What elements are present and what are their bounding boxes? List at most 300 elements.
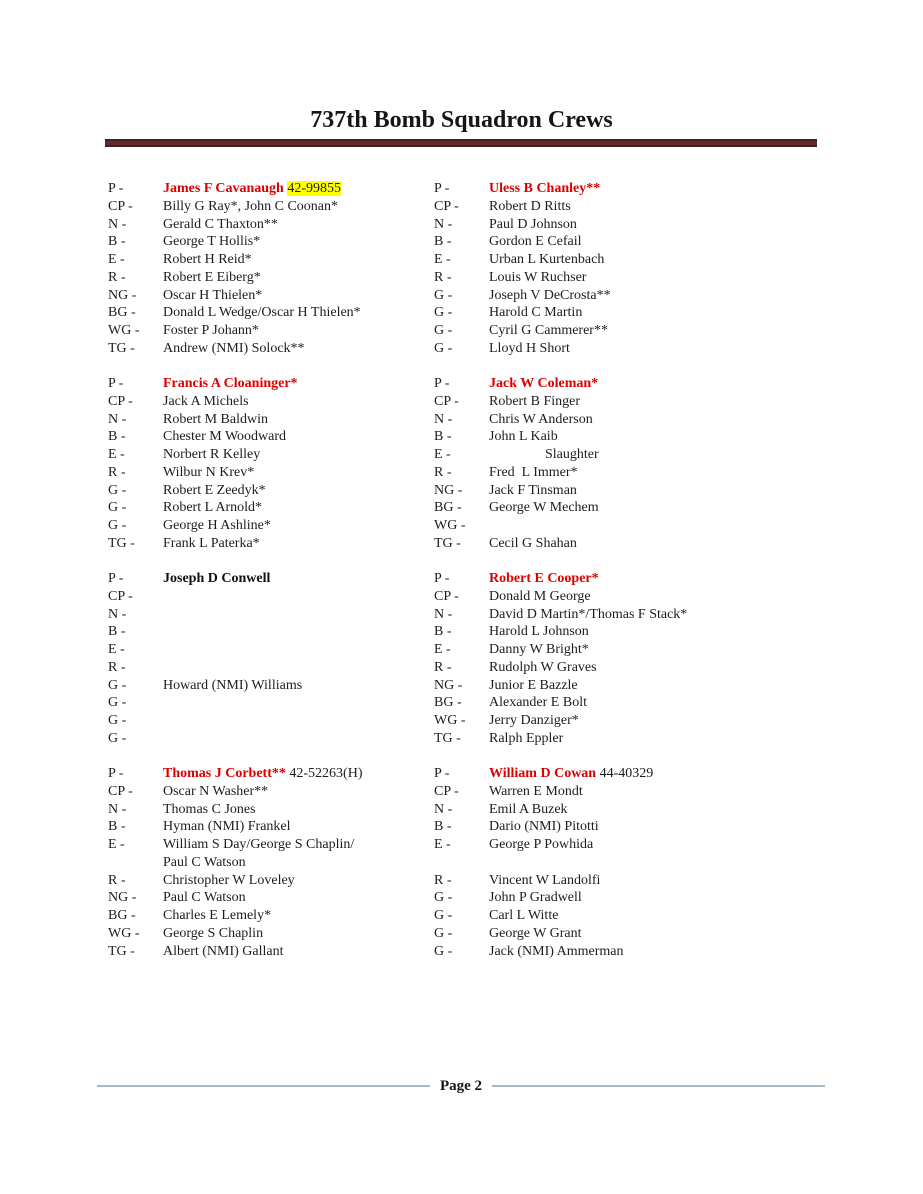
position-label: B - — [434, 819, 452, 835]
crew-member-name — [163, 570, 270, 588]
position-label — [108, 854, 163, 872]
crew-member-name — [163, 464, 254, 482]
crew-row — [108, 641, 434, 659]
crew-row — [434, 340, 828, 358]
crew-member-name — [163, 198, 338, 216]
member-name-text: Jerry Danziger* — [489, 713, 579, 729]
position-label: N - — [108, 801, 127, 817]
member-name-text: Albert (NMI) Gallant — [163, 943, 284, 959]
crew-row — [434, 712, 828, 730]
position-label: G - — [108, 731, 127, 747]
crew-row — [108, 623, 434, 641]
crew-row — [434, 375, 828, 393]
crew-row — [434, 428, 828, 446]
crew-row — [108, 925, 434, 943]
position-label: G - — [108, 677, 127, 693]
member-name-text: Oscar N Washer** — [163, 783, 269, 799]
position-label: B - — [434, 429, 452, 445]
member-name-text: Harold L Johnson — [489, 624, 589, 640]
page-footer — [97, 1076, 825, 1096]
crew-member-name — [489, 233, 582, 251]
member-name-text: Wilbur N Krev* — [163, 464, 255, 480]
crew-member-name — [163, 251, 252, 269]
pilot-name: James F Cavanaugh — [163, 181, 284, 196]
crew-member-name — [163, 943, 284, 961]
crew-member-name — [489, 907, 558, 925]
member-name-text: Howard (NMI) Williams — [163, 677, 303, 693]
member-name-text: Vincent W Landolfi — [489, 872, 601, 888]
crew-row — [434, 535, 828, 553]
position-label: G - — [434, 926, 453, 942]
member-name-text: Robert H Reid* — [163, 252, 252, 268]
crew-row — [434, 836, 828, 854]
crew-row — [108, 854, 434, 872]
pilot-name: Uless B Chanley** — [489, 181, 601, 196]
member-name-text: Robert E Eiberg* — [163, 269, 261, 285]
crew-member-name — [489, 818, 599, 836]
crew-member-name — [163, 180, 341, 198]
crew-member-name — [163, 836, 354, 854]
position-label: WG - — [434, 713, 466, 729]
position-label: R - — [108, 269, 126, 285]
crew-row — [434, 872, 828, 890]
position-label: P - — [434, 181, 450, 196]
member-name-text: Louis W Ruchser — [489, 269, 587, 285]
member-name-text: Chester M Woodward — [163, 429, 287, 445]
member-name-text: Ralph Eppler — [489, 731, 564, 747]
crew-member-name — [163, 872, 295, 890]
crew-member-name — [489, 287, 611, 305]
member-name-text: John P Gradwell — [489, 890, 582, 906]
member-name-text: Warren E Mondt — [489, 783, 583, 799]
position-label: N - — [434, 411, 453, 427]
crew-row — [434, 304, 828, 322]
position-label: NG - — [108, 890, 137, 906]
member-name-text: Paul C Watson — [163, 890, 246, 906]
member-name-text: Slaughter — [545, 447, 599, 463]
crew-member-name — [489, 535, 577, 553]
crew-member-name — [163, 854, 246, 872]
member-name-text: Cecil G Shahan — [489, 536, 577, 552]
crew-member-name — [489, 482, 577, 500]
crew-member-name — [163, 801, 256, 819]
member-name-text: Oscar H Thielen* — [163, 287, 263, 303]
crew-block-cooper — [434, 570, 828, 748]
crew-row — [108, 499, 434, 517]
crew-member-name — [163, 482, 266, 500]
position-label: R - — [434, 872, 452, 888]
crew-member-name — [163, 765, 363, 783]
crew-member-name — [489, 251, 604, 269]
crew-row — [108, 393, 434, 411]
position-label: CP - — [108, 783, 133, 799]
crew-row — [108, 340, 434, 358]
position-label: NG - — [434, 677, 463, 693]
crew-row — [108, 411, 434, 429]
member-name-text: Junior E Bazzle — [489, 677, 578, 693]
position-label: TG - — [108, 943, 135, 959]
crew-member-name — [489, 322, 608, 340]
footer-rule-left — [97, 1085, 430, 1087]
crew-member-name — [489, 730, 563, 748]
crew-block-cavanaugh — [108, 180, 434, 358]
member-name-text: Emil A Buzek — [489, 801, 568, 817]
position-label: G - — [434, 323, 453, 339]
position-label: BG - — [108, 908, 136, 924]
member-name-text: Foster P Johann* — [163, 323, 259, 339]
crew-row — [108, 694, 434, 712]
crew-row — [108, 712, 434, 730]
position-label: R - — [108, 464, 126, 480]
aircraft-serial: 42-99855 — [287, 181, 341, 196]
crew-row — [108, 588, 434, 606]
crew-member-name — [163, 287, 262, 305]
crew-row — [108, 216, 434, 234]
crew-band — [108, 765, 828, 961]
crew-row — [108, 517, 434, 535]
crew-row — [434, 588, 828, 606]
position-label: G - — [434, 908, 453, 924]
position-label: BG - — [434, 500, 462, 516]
crew-row — [434, 659, 828, 677]
crew-member-name — [163, 818, 291, 836]
member-name-text: John L Kaib — [489, 429, 558, 445]
crew-row — [434, 907, 828, 925]
crew-band — [108, 375, 828, 553]
page-title: 737th Bomb Squadron Crews — [310, 107, 613, 133]
crew-block-chanley — [434, 180, 828, 358]
crew-member-name — [489, 712, 579, 730]
crew-block-coleman — [434, 375, 828, 553]
crew-row — [108, 287, 434, 305]
crew-row — [108, 251, 434, 269]
position-label: G - — [434, 890, 453, 906]
crew-row — [434, 180, 828, 198]
member-name-text: David D Martin*/Thomas F Stack* — [489, 606, 688, 622]
crew-row — [434, 216, 828, 234]
crew-row — [434, 287, 828, 305]
member-name-text: Danny W Bright* — [489, 642, 589, 658]
crew-block-cowan — [434, 765, 828, 961]
position-label: WG - — [434, 518, 466, 534]
pilot-name: Joseph D Conwell — [163, 571, 271, 586]
crew-member-name — [163, 446, 260, 464]
crew-member-name — [163, 535, 260, 553]
crew-band — [108, 180, 828, 358]
position-label: NG - — [434, 482, 463, 498]
crew-row — [434, 570, 828, 588]
member-name-text: Gerald C Thaxton** — [163, 216, 278, 232]
crew-member-name — [489, 570, 599, 588]
crew-row — [434, 818, 828, 836]
crew-row — [108, 233, 434, 251]
position-label: N - — [108, 411, 127, 427]
position-label: G - — [108, 713, 127, 729]
crew-row — [108, 464, 434, 482]
position-label: G - — [434, 305, 453, 321]
member-name-text: Cyril G Cammerer** — [489, 323, 608, 339]
pilot-name: Francis A Cloaninger* — [163, 376, 298, 391]
crew-member-name — [489, 464, 578, 482]
position-label: G - — [434, 341, 453, 357]
position-label: N - — [434, 216, 453, 232]
member-name-text: George S Chaplin — [163, 926, 264, 942]
crew-row — [108, 269, 434, 287]
member-name-text: Robert E Zeedyk* — [163, 482, 266, 498]
crew-row — [108, 677, 434, 695]
member-name-text: Hyman (NMI) Frankel — [163, 819, 291, 835]
crew-member-name — [489, 872, 600, 890]
crew-member-name — [163, 340, 305, 358]
position-label: P - — [434, 376, 450, 391]
crew-member-name — [489, 269, 586, 287]
crew-member-name — [163, 925, 263, 943]
crew-member-name — [489, 588, 591, 606]
member-name-text: George W Grant — [489, 926, 582, 942]
crew-member-name — [489, 340, 570, 358]
crew-row — [434, 233, 828, 251]
crew-member-name — [489, 499, 599, 517]
crew-member-name — [163, 411, 268, 429]
crew-member-name — [163, 783, 268, 801]
page-number: Page 2 — [439, 1077, 483, 1094]
crew-member-name — [163, 322, 259, 340]
title-rule — [105, 139, 817, 147]
position-label: BG - — [108, 305, 136, 321]
position-label: P - — [108, 181, 124, 196]
position-label: G - — [108, 482, 127, 498]
position-label: P - — [434, 766, 450, 781]
crew-row — [434, 464, 828, 482]
crew-row — [108, 907, 434, 925]
member-name-text: George P Powhida — [489, 837, 594, 853]
position-label: CP - — [434, 783, 459, 799]
position-label: B - — [434, 624, 452, 640]
crew-row — [434, 854, 828, 872]
crew-member-name — [489, 411, 593, 429]
crew-row — [108, 606, 434, 624]
position-label: E - — [108, 837, 125, 853]
crew-row — [108, 818, 434, 836]
crew-member-name — [489, 836, 593, 854]
crew-member-name — [489, 765, 653, 783]
crew-band — [108, 570, 828, 748]
crew-row — [108, 783, 434, 801]
pilot-name: William D Cowan — [489, 766, 597, 781]
position-label: TG - — [108, 536, 135, 552]
crew-member-name — [489, 375, 598, 393]
position-label: N - — [434, 606, 453, 622]
position-label: E - — [434, 642, 451, 658]
member-name-text: Charles E Lemely* — [163, 908, 272, 924]
crew-row — [434, 925, 828, 943]
member-name-text: Urban L Kurtenbach — [489, 252, 605, 268]
position-label: E - — [434, 252, 451, 268]
crew-member-name — [489, 925, 582, 943]
position-label: CP - — [434, 393, 459, 409]
crew-row — [434, 677, 828, 695]
member-name-text: Robert B Finger — [489, 393, 580, 409]
position-label: B - — [108, 429, 126, 445]
footer-rule-right — [492, 1085, 825, 1087]
crew-member-name — [489, 677, 578, 695]
crew-block-conwell — [108, 570, 434, 748]
member-name-text: Robert M Baldwin — [163, 411, 268, 427]
crew-member-name — [489, 889, 582, 907]
pilot-name: Thomas J Corbett** — [163, 766, 286, 781]
position-label: BG - — [434, 695, 462, 711]
position-label: B - — [434, 234, 452, 250]
position-label: B - — [108, 819, 126, 835]
crew-member-name — [489, 198, 571, 216]
crew-member-name — [163, 304, 361, 322]
position-label: CP - — [108, 393, 133, 409]
crew-member-name — [489, 606, 687, 624]
member-name-text: Alexander E Bolt — [489, 695, 587, 711]
position-label: N - — [108, 606, 127, 622]
crew-row — [434, 623, 828, 641]
crew-row — [434, 393, 828, 411]
position-label: R - — [434, 269, 452, 285]
crew-row — [434, 801, 828, 819]
position-label: E - — [434, 837, 451, 853]
crew-row — [108, 570, 434, 588]
position-label: CP - — [108, 588, 133, 604]
member-name-text: William S Day/George S Chaplin/ — [163, 837, 355, 853]
crew-member-name — [489, 623, 589, 641]
position-label: E - — [108, 642, 125, 658]
crew-row — [108, 482, 434, 500]
position-label: WG - — [108, 323, 140, 339]
position-label: E - — [434, 447, 451, 463]
crew-member-name — [163, 393, 249, 411]
member-name-text: Thomas C Jones — [163, 801, 256, 817]
member-name-text: Paul D Johnson — [489, 216, 577, 232]
crew-member-name — [489, 216, 577, 234]
crew-row — [108, 730, 434, 748]
crew-member-name — [163, 375, 298, 393]
crew-row — [108, 943, 434, 961]
member-name-text: Andrew (NMI) Solock** — [163, 341, 305, 357]
position-label: TG - — [108, 341, 135, 357]
crew-member-name — [163, 233, 260, 251]
crew-member-name — [163, 907, 271, 925]
member-name-text: Billy G Ray*, John C Coonan* — [163, 198, 339, 214]
crew-row — [434, 198, 828, 216]
crew-row — [108, 322, 434, 340]
member-name-text: Norbert R Kelley — [163, 447, 261, 463]
crew-block-cloaninger — [108, 375, 434, 553]
position-label: R - — [108, 659, 126, 675]
position-label — [434, 854, 489, 872]
crew-row — [434, 730, 828, 748]
crew-member-name — [489, 428, 558, 446]
crew-row — [108, 446, 434, 464]
member-name-text: Jack (NMI) Ammerman — [489, 943, 624, 959]
member-name-text: George T Hollis* — [163, 234, 261, 250]
crew-member-name — [489, 446, 599, 464]
member-name-text: Jack A Michels — [163, 393, 249, 409]
crew-member-name — [163, 216, 278, 234]
crew-member-name — [489, 694, 587, 712]
member-name-text: Chris W Anderson — [489, 411, 593, 427]
position-label: G - — [434, 943, 453, 959]
position-label: N - — [108, 216, 127, 232]
crew-member-name — [163, 677, 302, 695]
position-label: CP - — [434, 588, 459, 604]
crew-member-name — [489, 943, 624, 961]
position-label: TG - — [434, 536, 461, 552]
crew-member-name — [489, 641, 589, 659]
crew-row — [108, 765, 434, 783]
position-label: G - — [108, 518, 127, 534]
member-name-text: Robert L Arnold* — [163, 500, 263, 516]
crew-member-name — [163, 889, 246, 907]
position-label: N - — [434, 801, 453, 817]
crew-row — [434, 322, 828, 340]
crew-row — [108, 836, 434, 854]
member-name-text: Dario (NMI) Pitotti — [489, 819, 599, 835]
crew-member-name — [163, 499, 262, 517]
crew-row — [434, 943, 828, 961]
crew-member-name — [163, 269, 261, 287]
crew-row — [434, 694, 828, 712]
member-name-text: Donald M George — [489, 588, 591, 604]
pilot-name: Jack W Coleman* — [489, 376, 599, 391]
crew-row — [108, 180, 434, 198]
position-label: NG - — [108, 287, 137, 303]
crew-row — [108, 304, 434, 322]
member-name-text: George W Mechem — [489, 500, 599, 516]
position-label: P - — [108, 376, 124, 391]
crew-row — [108, 198, 434, 216]
position-label: G - — [108, 500, 127, 516]
crew-row — [434, 517, 828, 535]
crew-member-name — [489, 659, 597, 677]
crew-row — [434, 889, 828, 907]
member-name-text: Harold C Martin — [489, 305, 583, 321]
position-label: R - — [434, 464, 452, 480]
crew-bands — [108, 180, 828, 978]
crew-row — [434, 251, 828, 269]
crew-row — [108, 801, 434, 819]
crew-row — [108, 375, 434, 393]
crew-row — [434, 482, 828, 500]
crew-row — [108, 872, 434, 890]
position-label: TG - — [434, 731, 461, 747]
member-name-text: George H Ashline* — [163, 518, 271, 534]
crew-member-name — [489, 180, 600, 198]
position-label: G - — [434, 287, 453, 303]
crew-member-name — [489, 801, 568, 819]
crew-member-name — [163, 428, 286, 446]
position-label: WG - — [108, 926, 140, 942]
member-name-text: Gordon E Cefail — [489, 234, 582, 250]
member-name-text: Robert D Ritts — [489, 198, 571, 214]
crew-row — [108, 535, 434, 553]
position-label: P - — [434, 571, 450, 586]
crew-row — [434, 765, 828, 783]
crew-row — [434, 269, 828, 287]
member-name-text: Lloyd H Short — [489, 341, 570, 357]
crew-row — [108, 889, 434, 907]
crew-member-name — [489, 783, 583, 801]
member-name-text: Carl L Witte — [489, 908, 559, 924]
member-name-text: Rudolph W Graves — [489, 659, 597, 675]
crew-row — [434, 446, 828, 464]
member-name-text: Christopher W Loveley — [163, 872, 295, 888]
position-label: R - — [108, 872, 126, 888]
